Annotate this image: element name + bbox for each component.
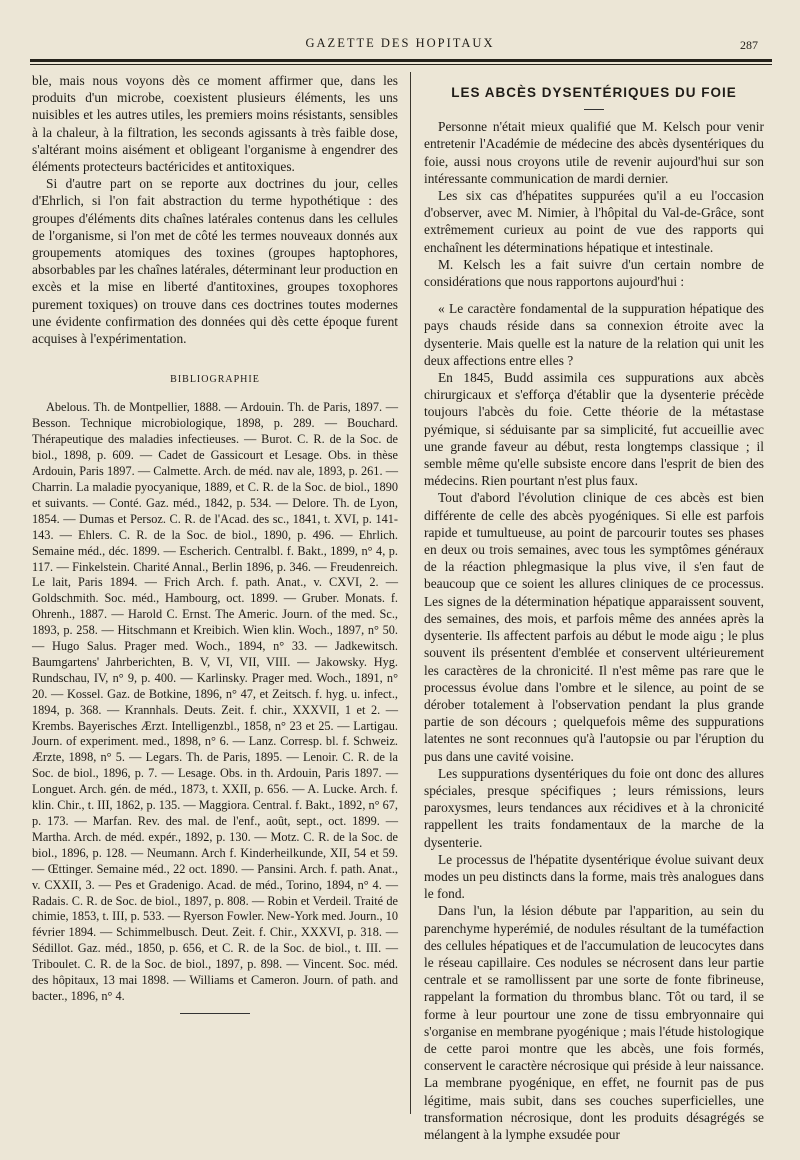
bibliography-heading: BIBLIOGRAPHIE	[170, 374, 260, 386]
body-paragraph: Les suppurations dysentériques du foie ont donc des allures spéciales, presque spécifiques ; leurs rémissions, leurs paroxysmes, leurs tendances aux récidives et à la chronicité rappellent les traits fondamentaux de la marche de la dysenterie.	[424, 765, 764, 850]
body-paragraph: Si d'autre part on se reporte aux doctrines du jour, celles d'Ehrlich, si l'on fait abstraction du terme hypothétique : des groupes d'éléments dits chaînes latérales contenus dans les cellules de l'organisme, si l'on met de côté les termes nouveaux donnés aux groupements atomiques des toxines (groupes haptophores, absorbables par les chaînes latérales, déterminant leur production en excès et la mise en liberté d'antitoxines, groupes toxophores purement toxiques) on trouve dans ces doctrines toutes modernes une évidente confirmation des données qui dès cette époque furent acquises à l'expérimentation.	[32, 176, 398, 347]
body-paragraph: M. Kelsch les a fait suivre d'un certain nombre de considérations que nous rapportons aujourd'hui :	[424, 256, 764, 290]
title-rule	[584, 109, 604, 110]
body-paragraph: Le processus de l'hépatite dysentérique évolue suivant deux modes un peu distincts dans la forme, mais très analogues dans le fond.	[424, 851, 764, 902]
left-column	[32, 72, 398, 1014]
header-rule-thin	[30, 64, 772, 65]
end-rule	[180, 1013, 250, 1014]
body-paragraph: ble, mais nous voyons dès ce moment affirmer que, dans les produits d'un microbe, coexistent plusieurs éléments, les uns nuisibles et les autres utiles, les premiers moins résistants, sensibles à la chaleur, à la filtration, les seconds agissants à très faible dose, s'altérant moins aisément et obligeant l'organisme à engendrer des éléments protecteurs bactéricides et antitoxiques.	[32, 73, 398, 175]
page-number: 287	[740, 38, 758, 52]
body-paragraph: Personne n'était mieux qualifié que M. Kelsch pour venir entretenir l'Académie de médecine des abcès dysentériques du foie, aussi nous croyons utile de revenir aujourd'hui sur son intéressante communication de mardi dernier.	[424, 119, 764, 186]
body-paragraph: Les six cas d'hépatites suppurées qu'il a eu l'occasion d'observer, avec M. Nimier, à l'hôpital du Val-de-Grâce, sont extrêmement curieux au point de vue des rapports qui enchaînent les déterminations hépatique et intestinale.	[424, 188, 764, 255]
article-title: LES ABCÈS DYSENTÉRIQUES DU FOIE	[451, 85, 737, 100]
header-rule-thick	[30, 59, 772, 62]
body-paragraph: En 1845, Budd assimila ces suppurations aux abcès chirurgicaux et s'efforça d'établir que la dysenterie précède toujours l'abcès du foie. Cette théorie de la métastase pyémique, si séduisante par sa simplicité, fut accueillie avec une grande faveur au début, resta longtemps classique ; il semble même qu'elle subsiste encore dans l'esprit de bien des médecins. Rien pourtant n'est plus faux.	[424, 370, 764, 489]
body-paragraph: Dans l'un, la lésion débute par l'apparition, au sein du parenchyme hyperémié, de nodules résultant de la tuméfaction des cellules hépatiques et de l'accumulation de leucocytes dans le réseau capillaire. Ces nodules se nécrosent dans leur partie centrale et se ramollissent par une sorte de fonte fibrineuse, rappelant la formation du thrombus blanc. Tôt ou tard, il se forme à leur pourtour une zone de tissu embryonnaire qui s'organise en membrane pyogénique ; mais l'étude histologique de cette paroi montre que les abcès, une fois formés, conservent le caractère nécrosique qui préside à leur naissance. La membrane pyogénique, en effet, ne fournit pas de pus légitime, mais subit, dans ses couches superficielles, une transformation nécrosique, dont les produits désagrégés se mélangent à la lymphe exsudée pour	[424, 903, 764, 1142]
body-paragraph: « Le caractère fondamental de la suppuration hépatique des pays chauds réside dans sa connexion étroite avec la dysenterie. Mais quelle est la nature de la relation qui unit les deux affections entre elles ?	[424, 301, 764, 368]
column-divider	[410, 72, 411, 1114]
bibliography-list: Abelous. Th. de Montpellier, 1888. — Ardouin. Th. de Paris, 1897. — Besson. Technique microbiologique, 1898, p. 289. — Bouchard. Thérapeutique des maladies infectieuses. — Burot. C. R. de la Soc. de biol., 1898, p. 609. — Cadet de Gassicourt et Lesage. Obs. in thèse Ardouin, Paris 1897. — Calmette. Arch. de méd. nav ale, 1893, p. 261. — Charrin. La maladie pyocyanique, 1889, et C. R. de la Soc. de biol., 1890 et suivants. — Conté. Gaz. méd., 1842, p. 534. — Delore. Th. de Lyon, 1854. — Dumas et Persoz. C. R. de l'Acad. des sc., 1841, t. XVI, p. 141-143. — Ehlers. C. R. de la Soc. de biol., 1890, p. 496. — Ehrlich. Semaine méd., déc. 1899. — Escherich. Centralbl. f. Bakt., 1899, n° 4, p. 117. — Finkelstein. Charité Annal., Berlin 1896, p. 346. — Freudenreich. Le lait, Paris 1894. — Frich Arch. f. path. Anat., v. CXVI, 2. — Goldschmith. Soc. méd., Hambourg, oct. 1899. — Gruber. Monats. f. Ohrenh., 1887. — Harold C. Ernst. The Americ. Journ. of the med. Sc., 1893, p. 258. — Hitschmann et Kreibich. Wien klin. Woch., 1897, n° 50. — Hugo Salus. Prager med. Woch., 1894, n° 33. — Jadkewitsch. Baumgartens' Jahrberichten, B. V, VI, VII, VIII. — Jakowsky. Hyg. Rundschau, IV, n° 9, p. 400. — Karlinsky. Prager med. Woch., 1891, n° 20. — Kossel. Gaz. de Botkine, 1896, n° 47, et Zeitsch. f. hyg. u. infect., 1894, p. 368. — Krannhals. Deuts. Zeit. f. chir., XXXVII, 1 et 2. — Krembs. Bayerisches Ærzt. Intelligenzbl., 1858, n° 23 et 25. — Lartigau. Journ. of experiment. med., 1898, n° 6. — Lanz. Corresp. bl. f. Schweiz. Ærzte, 1898, n° 5. — Legars. Th. de Paris, 1895. — Lenoir. C. R. de la Soc. de biol., 1896, p. 7. — Lesage. Obs. in th. Ardouin, Paris 1897. — Longuet. Arch. gén. de méd., 1873, t. XXII, p. 656. — A. Lucke. Arch. f. klin. Chir., t. III, 1862, p. 135. — Maggiora. Central. f. Bakt., 1892, n° 67, p. 173. — Marfan. Rev. des mal. de l'enf., août, sept., oct. 1899. — Martha. Arch. de méd. expér., 1892, p. 130. — Motz. C. R. de la Soc. de biol., 1896, p. 128. — Neumann. Arch f. Kinderheilkunde, XII, 54 et 59. — Œttinger. Semaine méd., 22 oct. 1890. — Pansini. Arch. f. path. Anat., v. CXXII, 3. — Pes et Gradenigo. Acad. de méd., Torino, 1894, n° 4. — Radais. C. R. de Soc. de biol., 1897, p. 808. — Robin et Verdeil. Traité de chimie, 1853, t. III, p. 533. — Ryerson Fowler. New-York med. Journ., 10 février 1894. — Schimmelbusch. Deut. Zeit. f. Chir., XXXVI, p. 318. — Sédillot. Gaz. méd., 1850, p. 656, et C. R. de la Soc. de biol., t. III. — Triboulet. C. R. de la Soc. de biol., 1897, p. 898. — Vincent. Soc. méd. des hôpitaux, 13 mai 1898. — Williams et Cameron. Journ. of path. and bacter., 1896, n° 4.	[32, 400, 398, 1003]
body-paragraph: Tout d'abord l'évolution clinique de ces abcès est bien différente de celle des abcès pyogéniques. Si elle est parfois rapide et tumultueuse, au point de parcourir toutes ses phases en deux ou trois semaines, avec tous les symptômes généraux de la réaction phlegmasique la plus vive, il s'en faut de beaucoup que ce soient les allures cliniques de ce processus. Les signes de la détermination hépatique apparaissent souvent, des semaines, des mois, et parfois même des années après la dysenterie. Ils affectent parfois au début le mode aigu ; le plus souvent ils présentent d'emblée et conservent ultérieurement les caractères de la chronicité. Il n'est même pas rare que le processus évolue dans l'ombre et le silence, au point de se dérober totalement à l'observation pendant la plus grande partie de son décours ; quelquefois même des suppurations latentes ne sont reconnues qu'à l'autopsie ou par l'éruption du pus dans une cavité voisine.	[424, 490, 764, 764]
journal-title: GAZETTE DES HOPITAUX	[305, 36, 495, 50]
right-column	[424, 72, 764, 1143]
running-header	[0, 30, 800, 60]
